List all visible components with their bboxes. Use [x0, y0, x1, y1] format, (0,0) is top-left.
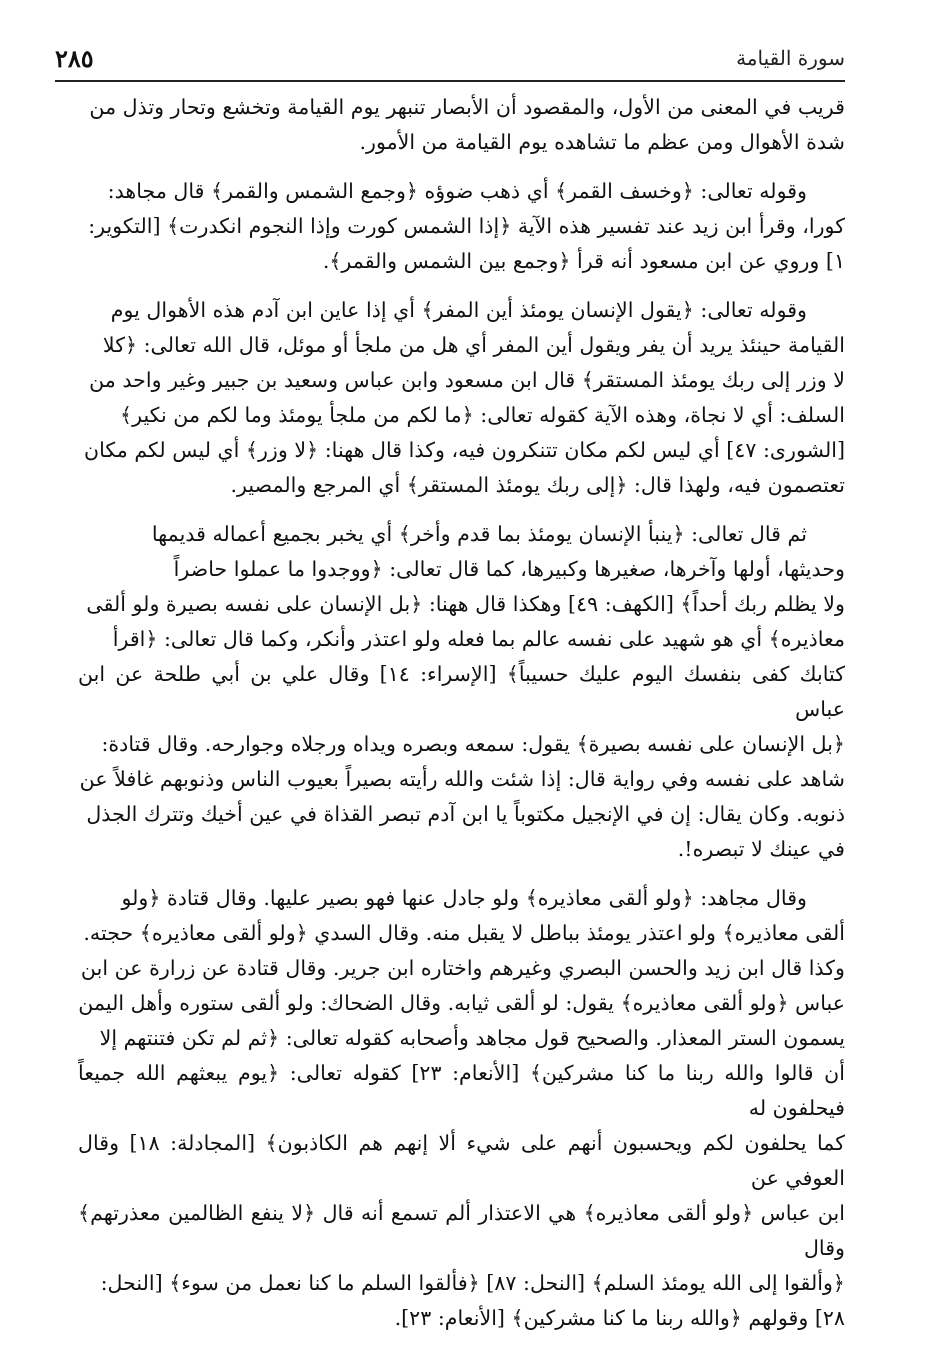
text-line: عباس ﴿ولو ألقى معاذيره﴾ يقول: لو ألقى ثيابه. وقال الضحاك: ولو ألقى ستوره وأهل اليمن: [78, 991, 845, 1015]
surah-title: سورة القيامة: [736, 46, 845, 70]
text-line: وقوله تعالى: ﴿وخسف القمر﴾ أي ذهب ضوؤه ﴿وجمع الشمس والقمر﴾ قال مجاهد:: [107, 179, 807, 203]
text-line: وحديثها، أولها وآخرها، صغيرها وكبيرها، كما قال تعالى: ﴿ووجدوا ما عملوا حاضراً: [173, 557, 845, 581]
text-line: شدة الأهوال ومن عظم ما تشاهده يوم القيامة من الأمور.: [359, 130, 845, 154]
paragraph-4: [78, 517, 845, 867]
paragraph-3: [78, 293, 845, 503]
paragraph-2: [78, 174, 845, 279]
text-line: ابن عباس ﴿ولو ألقى معاذيره﴾ هي الاعتذار ألم تسمع أنه قال ﴿لا ينفع الظالمين معذرتهم﴾ وقال: [78, 1201, 845, 1260]
text-line: أن قالوا والله ربنا ما كنا مشركين﴾ [الأنعام: ٢٣] كقوله تعالى: ﴿يوم يبعثهم الله جميعاً فيحلفون له: [78, 1061, 845, 1120]
text-line: ١] وروي عن ابن مسعود أنه قرأ ﴿وجمع بين الشمس والقمر﴾.: [322, 249, 845, 273]
page-body: [78, 90, 846, 1330]
text-line: شاهد على نفسه وفي رواية قال: إذا شئت والله رأيته بصيراً بعيوب الناس وذنوبهم غافلاً عن: [79, 767, 845, 791]
text-line: ولا يظلم ربك أحداً﴾ [الكهف: ٤٩] وهكذا قال ههنا: ﴿بل الإنسان على نفسه بصيرة ولو ألقى: [86, 592, 845, 616]
text-line: القيامة حينئذ يريد أن يفر ويقول أين المفر أي هل من ملجأ أو موئل، قال الله تعالى: ﴿كلا: [102, 333, 845, 357]
text-line: وقال مجاهد: ﴿ولو ألقى معاذيره﴾ ولو جادل عنها فهو بصير عليها. وقال قتادة ﴿ولو: [121, 886, 807, 910]
text-line: وقوله تعالى: ﴿يقول الإنسان يومئذ أين المفر﴾ أي إذا عاين ابن آدم هذه الأهوال يوم: [110, 298, 807, 322]
text-line: تعتصمون فيه، ولهذا قال: ﴿إلى ربك يومئذ المستقر﴾ أي المرجع والمصير.: [230, 473, 845, 497]
paragraph-5: [78, 881, 845, 1336]
text-line: ﴿وألقوا إلى الله يومئذ السلم﴾ [النحل: ٨٧] ﴿فألقوا السلم ما كنا نعمل من سوء﴾ [النحل:: [100, 1271, 845, 1295]
text-line: [الشورى: ٤٧] أي ليس لكم مكان تتنكرون فيه، وكذا قال ههنا: ﴿لا وزر﴾ أي ليس لكم مكان: [84, 438, 845, 462]
page-number: ٢٨٥: [55, 44, 94, 73]
header-rule: [55, 80, 845, 82]
paragraph-1: [78, 90, 845, 160]
text-line: قريب في المعنى من الأول، والمقصود أن الأبصار تنبهر يوم القيامة وتخشع وتحار وتذل من: [89, 95, 845, 119]
text-line: ﴿بل الإنسان على نفسه بصيرة﴾ يقول: سمعه وبصره ويداه ورجلاه وجوارحه. وقال قتادة:: [101, 732, 845, 756]
text-line: يسمون الستر المعذار. والصحيح قول مجاهد وأصحابه كقوله تعالى: ﴿ثم لم تكن فتنتهم إلا: [99, 1026, 845, 1050]
text-line: معاذيره﴾ أي هو شهيد على نفسه عالم بما فعله ولو اعتذر وأنكر، وكما قال تعالى: ﴿اقرأ: [112, 627, 845, 651]
text-line: وكذا قال ابن زيد والحسن البصري وغيرهم واختاره ابن جرير. وقال قتادة عن زرارة عن ابن: [80, 956, 845, 980]
text-line: كتابك كفى بنفسك اليوم عليك حسيباً﴾ [الإسراء: ١٤] وقال علي بن أبي طلحة عن ابن عباس: [78, 662, 845, 721]
text-line: ثم قال تعالى: ﴿ينبأ الإنسان يومئذ بما قدم وأخر﴾ أي يخبر بجميع أعماله قديمها: [151, 522, 807, 546]
text-line: السلف: أي لا نجاة، وهذه الآية كقوله تعالى: ﴿ما لكم من ملجأ يومئذ وما لكم من نكير﴾: [120, 403, 845, 427]
text-line: لا وزر إلى ربك يومئذ المستقر﴾ قال ابن مسعود وابن عباس وسعيد بن جبير وغير واحد من: [89, 368, 845, 392]
text-line: كما يحلفون لكم ويحسبون أنهم على شيء ألا إنهم هم الكاذبون﴾ [المجادلة: ١٨] وقال العوفي عن: [78, 1131, 846, 1190]
text-line: في عينك لا تبصره!.: [677, 837, 845, 861]
text-line: ألقى معاذيره﴾ ولو اعتذر يومئذ بباطل لا يقبل منه. وقال السدي ﴿ولو ألقى معاذيره﴾ حجته.: [83, 921, 845, 945]
page-header: [55, 42, 845, 82]
text-line: ذنوبه. وكان يقال: إن في الإنجيل مكتوباً يا ابن آدم تبصر القذاة في عين أخيك وتترك الجذل: [86, 802, 845, 826]
text-line: ٢٨] وقولهم ﴿والله ربنا ما كنا مشركين﴾ [الأنعام: ٢٣].: [394, 1306, 845, 1330]
text-line: كورا، وقرأ ابن زيد عند تفسير هذه الآية ﴿إذا الشمس كورت وإذا النجوم انكدرت﴾ [التكوير:: [88, 214, 845, 238]
